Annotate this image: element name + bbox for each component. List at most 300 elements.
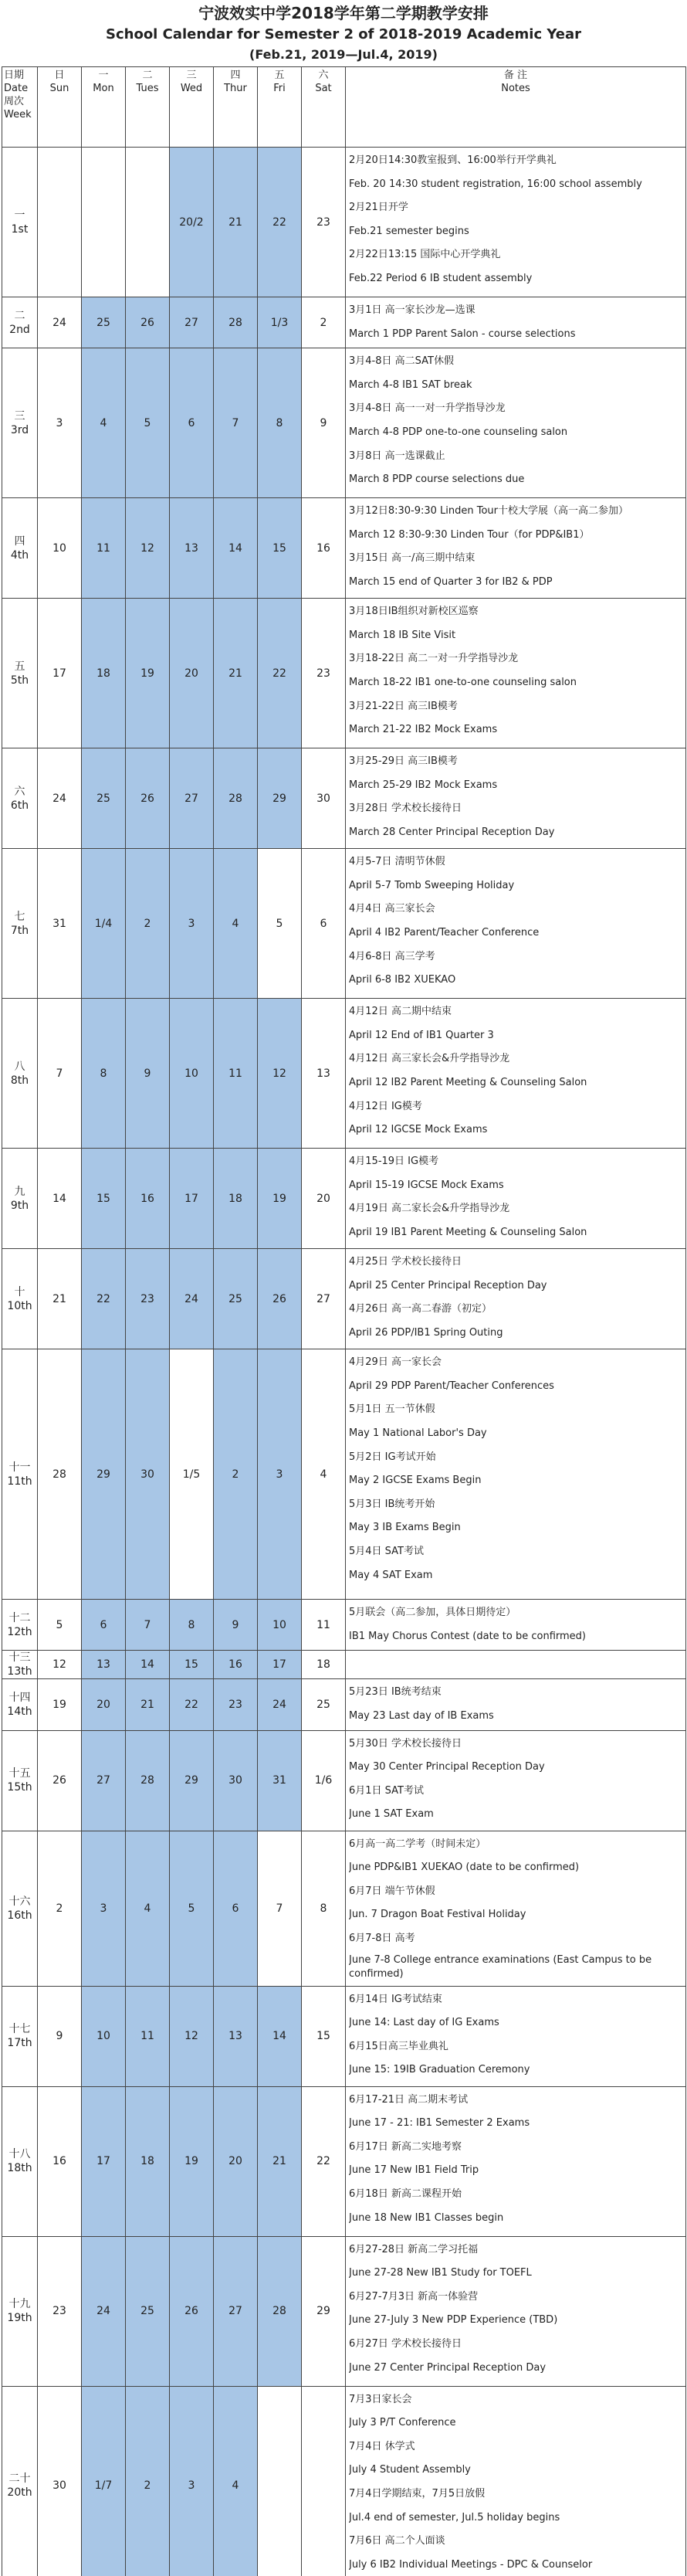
day-cell-sun: 7 — [38, 999, 82, 1149]
week-label — [2, 1249, 38, 1349]
day-cell-thu: 16 — [214, 1651, 258, 1679]
day-cell-tue: 2 — [126, 2386, 170, 2576]
day-cell-thu: 25 — [214, 1249, 258, 1349]
note-line: June 1 SAT Exam — [349, 1808, 434, 1821]
day-cell-sat: 20 — [302, 1149, 346, 1249]
note-line: 3月18-22日 高二一对一升学指导沙龙 — [349, 653, 519, 665]
week-row — [2, 1349, 686, 1600]
week-label-cn: 十三 — [8, 1651, 31, 1665]
notes-cell — [346, 599, 686, 748]
note-line: 3月15日 高一/高三期中结束 — [349, 552, 475, 565]
note-line: Jul.4 end of semester, Jul.5 holiday begins — [349, 2511, 560, 2523]
day-cell-fri: 26 — [258, 1249, 302, 1349]
week-label-en: 7th — [10, 924, 29, 937]
day-cell-sat: 4 — [302, 1349, 346, 1600]
header-notes: 备 注 Notes — [346, 67, 686, 148]
day-cell-tue: 26 — [126, 748, 170, 849]
day-cell-tue: 23 — [126, 1249, 170, 1349]
day-cell-fri: 1/3 — [258, 297, 302, 348]
day-cell-mon: 18 — [82, 599, 126, 748]
day-cell-sat: 15 — [302, 1986, 346, 2086]
note-line: IB1 May Chorus Contest (date to be confirmed) — [349, 1630, 587, 1642]
day-cell-fri: 7 — [258, 1831, 302, 1986]
note-line: Feb.22 Period 6 IB student assembly — [349, 272, 533, 284]
week-row — [2, 1679, 686, 1730]
day-cell-fri: 28 — [258, 2236, 302, 2386]
day-cell-sat: 29 — [302, 2236, 346, 2386]
week-row — [2, 148, 686, 297]
note-line: 4月12日 高三家长会&升学指导沙龙 — [349, 1053, 510, 1065]
week-label-en: 1st — [11, 222, 29, 236]
day-cell-tue: 2 — [126, 849, 170, 999]
day-cell-fri: 14 — [258, 1986, 302, 2086]
note-line: 7月4日 休学式 — [349, 2440, 415, 2452]
week-label — [2, 1149, 38, 1249]
note-line: March 8 PDP course selections due — [349, 473, 525, 486]
day-cell-sun: 2 — [38, 1831, 82, 1986]
note-line: April 4 IB2 Parent/Teacher Conference — [349, 926, 540, 938]
note-line: 3月8日 高一选课截止 — [349, 450, 445, 462]
day-cell-thu: 21 — [214, 599, 258, 748]
notes-cell — [346, 1651, 686, 1679]
day-cell-mon: 1/7 — [82, 2386, 126, 2576]
week-label-en: 2nd — [9, 323, 30, 336]
day-cell-thu: 13 — [214, 1986, 258, 2086]
note-line: June 17 New IB1 Field Trip — [349, 2164, 479, 2177]
day-cell-fri: 10 — [258, 1600, 302, 1651]
note-line: 7月3日家长会 — [349, 2393, 412, 2405]
week-label-en: 6th — [10, 799, 29, 812]
header-row — [2, 67, 686, 148]
day-cell-mon: 25 — [82, 748, 126, 849]
notes-cell — [346, 297, 686, 348]
week-label-en: 12th — [7, 1625, 32, 1638]
day-cell-fri: 19 — [258, 1149, 302, 1249]
week-label-cn: 十二 — [8, 1611, 31, 1624]
note-line: April 6-8 IB2 XUEKAO — [349, 974, 456, 986]
day-cell-sun: 12 — [38, 1651, 82, 1679]
day-cell-sat: 30 — [302, 748, 346, 849]
note-line: 5月23日 IB统考结束 — [349, 1686, 442, 1699]
day-cell-sun: 19 — [38, 1679, 82, 1730]
day-cell-sun: 16 — [38, 2086, 82, 2236]
note-line: 4月5-7日 清明节休假 — [349, 856, 445, 868]
header-tue: 二 Tues — [126, 67, 170, 148]
note-line: March 4-8 IB1 SAT break — [349, 378, 472, 391]
day-cell-wed: 19 — [170, 2086, 214, 2236]
day-cell-sun: 14 — [38, 1149, 82, 1249]
day-cell-mon: 8 — [82, 999, 126, 1149]
day-cell-sun: 31 — [38, 849, 82, 999]
note-line: 6月14日 IG考试结束 — [349, 1993, 442, 2005]
note-line: May 2 IGCSE Exams Begin — [349, 1475, 482, 1487]
week-label-en: 10th — [7, 1299, 32, 1312]
note-line: May 30 Center Principal Reception Day — [349, 1761, 545, 1773]
day-cell-tue: 28 — [126, 1730, 170, 1831]
week-row — [2, 1651, 686, 1679]
day-cell-tue: 18 — [126, 2086, 170, 2236]
week-label — [2, 1831, 38, 1986]
day-cell-mon: 13 — [82, 1651, 126, 1679]
week-label — [2, 498, 38, 599]
day-cell-fri: 5 — [258, 849, 302, 999]
day-cell-sat: 8 — [302, 1831, 346, 1986]
day-cell-mon: 27 — [82, 1730, 126, 1831]
week-row — [2, 999, 686, 1149]
notes-cell — [346, 1679, 686, 1730]
week-label-en: 20th — [7, 2486, 32, 2499]
day-cell-sat: 6 — [302, 849, 346, 999]
week-row — [2, 297, 686, 348]
day-cell-tue: 7 — [126, 1600, 170, 1651]
note-line: June 27-July 3 New PDP Experience (TBD) — [349, 2314, 558, 2327]
day-cell-tue: 26 — [126, 297, 170, 348]
week-label-en: 13th — [7, 1665, 32, 1678]
title-chinese: 宁波效实中学2018学年第二学期教学安排 — [198, 4, 489, 22]
day-cell-mon: 17 — [82, 2086, 126, 2236]
note-line: 5月30日 学术校长接待日 — [349, 1737, 462, 1750]
day-cell-wed: 29 — [170, 1730, 214, 1831]
day-cell-tue: 9 — [126, 999, 170, 1149]
note-line: May 1 National Labor's Day — [349, 1427, 487, 1439]
day-cell-fri: 12 — [258, 999, 302, 1149]
day-cell-thu: 20 — [214, 2086, 258, 2236]
note-line: May 23 Last day of IB Exams — [349, 1709, 494, 1722]
note-line: March 18 IB Site Visit — [349, 629, 456, 641]
notes-cell — [346, 849, 686, 999]
week-label-cn: 十四 — [8, 1691, 31, 1704]
note-line: July 3 P/T Conference — [349, 2417, 456, 2429]
note-line: July 4 Student Assembly — [349, 2464, 471, 2476]
day-cell-wed: 3 — [170, 2386, 214, 2576]
week-row — [2, 348, 686, 498]
day-cell-tue: 19 — [126, 599, 170, 748]
note-line: 7月6日 高二个人面谈 — [349, 2535, 445, 2547]
day-cell-thu: 2 — [214, 1349, 258, 1600]
calendar-table — [2, 66, 686, 2576]
week-label-cn: 四 — [14, 535, 25, 548]
notes-cell — [346, 2086, 686, 2236]
note-line: 2月22日13:15 国际中心开学典礼 — [349, 249, 501, 261]
note-line: June 14: Last day of IG Exams — [349, 2017, 499, 2029]
week-label-en: 16th — [7, 1909, 32, 1922]
note-line: March 12 8:30-9:30 Linden Tour（for PDP&IB1） — [349, 528, 590, 541]
day-cell-sun: 28 — [38, 1349, 82, 1600]
week-label-en: 14th — [7, 1705, 32, 1718]
header-sun: 日 Sun — [38, 67, 82, 148]
week-row — [2, 2086, 686, 2236]
day-cell-wed: 20 — [170, 599, 214, 748]
notes-cell — [346, 148, 686, 297]
note-line: Feb. 20 14:30 student registration, 16:00 school assembly — [349, 178, 642, 190]
note-line: 2月21日开学 — [349, 202, 408, 214]
note-line: 4月29日 高一家长会 — [349, 1356, 442, 1369]
day-cell-mon: 15 — [82, 1149, 126, 1249]
week-label-en: 17th — [7, 2037, 32, 2050]
note-line: May 4 SAT Exam — [349, 1569, 433, 1581]
note-line: 6月27-7月3日 新高一体验营 — [349, 2290, 479, 2303]
day-cell-mon: 29 — [82, 1349, 126, 1600]
note-line: 7月4日学期结束，7月5日放假 — [349, 2487, 486, 2500]
note-line: 4月26日 高一高二春游（初定） — [349, 1303, 492, 1315]
title-english: School Calendar for Semester 2 of 2018-2019 Academic Year — [106, 26, 581, 42]
day-cell-wed: 10 — [170, 999, 214, 1149]
note-line: April 12 IGCSE Mock Exams — [349, 1124, 488, 1136]
note-line: 5月3日 IB统考开始 — [349, 1498, 435, 1510]
note-line: June 18 New IB1 Classes begin — [349, 2211, 504, 2224]
week-label-cn: 十八 — [8, 2148, 31, 2161]
notes-cell — [346, 1249, 686, 1349]
note-line: June 27 Center Principal Reception Day — [349, 2361, 547, 2374]
week-label-en: 18th — [7, 2162, 32, 2175]
note-line: 4月12日 高二期中结束 — [349, 1006, 452, 1018]
day-cell-mon: 4 — [82, 348, 126, 498]
note-line: April 12 IB2 Parent Meeting & Counseling Salon — [349, 1076, 587, 1088]
header-mon: 一 Mon — [82, 67, 126, 148]
day-cell-sun: 26 — [38, 1730, 82, 1831]
day-cell-thu: 9 — [214, 1600, 258, 1651]
day-cell-sat: 16 — [302, 498, 346, 599]
note-line: 3月4-8日 高二SAT休假 — [349, 355, 454, 368]
week-label-cn: 三 — [14, 409, 25, 423]
day-cell-mon — [82, 148, 126, 297]
header-week: 日期 Date 周次 Week — [2, 67, 38, 148]
note-line: April 12 End of IB1 Quarter 3 — [349, 1029, 494, 1041]
week-label — [2, 2386, 38, 2576]
day-cell-sat: 2 — [302, 297, 346, 348]
day-cell-thu: 30 — [214, 1730, 258, 1831]
note-line: 3月12日8:30-9:30 Linden Tour十校大学展（高一高二参加） — [349, 505, 629, 518]
note-line: 2月20日14:30教室报到、16:00举行开学典礼 — [349, 154, 557, 166]
day-cell-wed: 5 — [170, 1831, 214, 1986]
note-line: June 27-28 New IB1 Study for TOEFL — [349, 2267, 532, 2279]
day-cell-sat: 9 — [302, 348, 346, 498]
week-row — [2, 1831, 686, 1986]
day-cell-sun: 30 — [38, 2386, 82, 2576]
week-label-cn: 十九 — [8, 2298, 31, 2311]
day-cell-wed: 24 — [170, 1249, 214, 1349]
day-cell-mon: 25 — [82, 297, 126, 348]
day-cell-sun — [38, 148, 82, 297]
week-label-en: 8th — [10, 1074, 29, 1087]
week-label-en: 3rd — [10, 423, 29, 436]
week-label-cn: 一 — [14, 209, 25, 222]
week-label-cn: 五 — [14, 660, 25, 673]
day-cell-tue: 16 — [126, 1149, 170, 1249]
day-cell-wed: 8 — [170, 1600, 214, 1651]
notes-cell — [346, 1831, 686, 1986]
week-label-cn: 十一 — [8, 1461, 31, 1474]
note-line: April 5-7 Tomb Sweeping Holiday — [349, 879, 515, 891]
day-cell-thu: 28 — [214, 297, 258, 348]
week-label-cn: 六 — [14, 785, 25, 798]
day-cell-tue: 14 — [126, 1651, 170, 1679]
day-cell-fri: 17 — [258, 1651, 302, 1679]
week-label-en: 11th — [7, 1475, 32, 1488]
week-label-cn: 七 — [14, 910, 25, 923]
week-label-cn: 八 — [14, 1060, 25, 1073]
day-cell-wed: 17 — [170, 1149, 214, 1249]
day-cell-thu: 4 — [214, 2386, 258, 2576]
note-line: 6月高一高二学考（时间未定） — [349, 1838, 486, 1850]
week-label — [2, 148, 38, 297]
day-cell-thu: 14 — [214, 498, 258, 599]
notes-cell — [346, 498, 686, 599]
week-row — [2, 1730, 686, 1831]
day-cell-fri: 15 — [258, 498, 302, 599]
day-cell-mon: 11 — [82, 498, 126, 599]
week-label-en: 9th — [10, 1199, 29, 1212]
day-cell-thu: 27 — [214, 2236, 258, 2386]
week-label — [2, 1679, 38, 1730]
note-line: Feb.21 semester begins — [349, 225, 469, 237]
note-line: 6月7日 端午节休假 — [349, 1885, 435, 1897]
day-cell-sat: 13 — [302, 999, 346, 1149]
note-line: 5月4日 SAT考试 — [349, 1545, 424, 1557]
day-cell-wed: 20/2 — [170, 148, 214, 297]
header-sat: 六 Sat — [302, 67, 346, 148]
notes-cell — [346, 1600, 686, 1651]
note-line: 6月18日 新高二课程开始 — [349, 2187, 462, 2200]
note-line: 4月25日 学术校长接待日 — [349, 1256, 462, 1268]
note-line: 4月12日 IG模考 — [349, 1100, 422, 1112]
week-label — [2, 1730, 38, 1831]
note-line: June 15: 19IB Graduation Ceremony — [349, 2064, 530, 2076]
day-cell-fri: 22 — [258, 599, 302, 748]
note-line: June 7-8 College entrance examinations (East Campus to be confirmed) — [349, 1953, 652, 1980]
week-label-cn: 十 — [14, 1285, 25, 1298]
day-cell-thu: 7 — [214, 348, 258, 498]
note-line: March 21-22 IB2 Mock Exams — [349, 724, 498, 736]
day-cell-sat: 18 — [302, 1651, 346, 1679]
week-label — [2, 297, 38, 348]
day-cell-sun: 17 — [38, 599, 82, 748]
notes-cell — [346, 1986, 686, 2086]
day-cell-fri: 8 — [258, 348, 302, 498]
day-cell-wed: 13 — [170, 498, 214, 599]
header-thu: 四 Thur — [214, 67, 258, 148]
week-label — [2, 1349, 38, 1600]
note-line: 4月6-8日 高三学考 — [349, 950, 435, 962]
week-row — [2, 1249, 686, 1349]
note-line: 6月15日高三毕业典礼 — [349, 2040, 448, 2052]
day-cell-sat: 25 — [302, 1679, 346, 1730]
day-cell-tue: 11 — [126, 1986, 170, 2086]
day-cell-sat: 1/6 — [302, 1730, 346, 1831]
week-row — [2, 1149, 686, 1249]
week-label-cn: 二 — [14, 309, 25, 322]
note-line: 3月21-22日 高三IB模考 — [349, 700, 458, 712]
note-line: 5月2日 IG考试开始 — [349, 1451, 436, 1463]
week-label — [2, 2086, 38, 2236]
day-cell-wed: 22 — [170, 1679, 214, 1730]
date-range: (Feb.21, 2019—Jul.4, 2019) — [249, 47, 438, 62]
day-cell-wed: 3 — [170, 849, 214, 999]
note-line: 6月17日 新高二实地考察 — [349, 2140, 462, 2153]
note-line: May 3 IB Exams Begin — [349, 1522, 461, 1534]
day-cell-sat: 11 — [302, 1600, 346, 1651]
day-cell-tue: 30 — [126, 1349, 170, 1600]
week-label — [2, 1651, 38, 1679]
week-label — [2, 999, 38, 1149]
day-cell-sat: 23 — [302, 599, 346, 748]
day-cell-wed: 27 — [170, 748, 214, 849]
day-cell-thu: 23 — [214, 1679, 258, 1730]
notes-cell — [346, 748, 686, 849]
day-cell-fri: 22 — [258, 148, 302, 297]
notes-cell — [346, 2386, 686, 2576]
week-label-en: 4th — [10, 548, 29, 562]
week-row — [2, 2236, 686, 2386]
day-cell-tue — [126, 148, 170, 297]
note-line: March 4-8 PDP one-to-one counseling salon — [349, 426, 568, 438]
note-line: 6月7-8日 高考 — [349, 1932, 415, 1944]
note-line: March 28 Center Principal Reception Day — [349, 826, 555, 838]
day-cell-sun: 10 — [38, 498, 82, 599]
note-line: June 17 - 21: IB1 Semester 2 Exams — [349, 2117, 530, 2130]
week-label — [2, 599, 38, 748]
week-label-cn: 十七 — [8, 2023, 31, 2036]
day-cell-sun: 5 — [38, 1600, 82, 1651]
header-fri: 五 Fri — [258, 67, 302, 148]
note-line: April 26 PDP/IB1 Spring Outing — [349, 1326, 503, 1339]
note-line: March 1 PDP Parent Salon - course selections — [349, 328, 576, 340]
day-cell-sat — [302, 2386, 346, 2576]
week-label-en: 5th — [10, 674, 29, 687]
day-cell-mon: 3 — [82, 1831, 126, 1986]
day-cell-tue: 5 — [126, 348, 170, 498]
day-cell-thu: 4 — [214, 849, 258, 999]
note-line: 3月4-8日 高一一对一升学指导沙龙 — [349, 402, 506, 415]
day-cell-thu: 6 — [214, 1831, 258, 1986]
note-line: 3月1日 高一家长沙龙—选课 — [349, 304, 475, 316]
day-cell-tue: 4 — [126, 1831, 170, 1986]
week-row — [2, 498, 686, 599]
note-line: 6月17-21日 高二期末考试 — [349, 2093, 469, 2106]
week-row — [2, 1600, 686, 1651]
note-line: 4月4日 高三家长会 — [349, 903, 435, 915]
day-cell-sun: 9 — [38, 1986, 82, 2086]
note-line: March 15 end of Quarter 3 for IB2 & PDP — [349, 575, 553, 588]
week-row — [2, 849, 686, 999]
day-cell-sat: 22 — [302, 2086, 346, 2236]
header-wed: 三 Wed — [170, 67, 214, 148]
note-line: Jun. 7 Dragon Boat Festival Holiday — [349, 1909, 526, 1921]
week-label-cn: 十五 — [8, 1767, 31, 1780]
week-row — [2, 1986, 686, 2086]
notes-cell — [346, 1149, 686, 1249]
day-cell-wed: 15 — [170, 1651, 214, 1679]
day-cell-fri: 3 — [258, 1349, 302, 1600]
day-cell-mon: 6 — [82, 1600, 126, 1651]
day-cell-mon: 24 — [82, 2236, 126, 2386]
week-label-en: 19th — [7, 2312, 32, 2325]
day-cell-thu: 11 — [214, 999, 258, 1149]
day-cell-wed: 1/5 — [170, 1349, 214, 1600]
week-label — [2, 1986, 38, 2086]
day-cell-thu: 18 — [214, 1149, 258, 1249]
note-line: 3月25-29日 高三IB模考 — [349, 755, 458, 768]
notes-cell — [346, 1349, 686, 1600]
note-line: April 15-19 IGCSE Mock Exams — [349, 1179, 504, 1191]
notes-cell — [346, 2236, 686, 2386]
note-line: April 25 Center Principal Reception Day — [349, 1279, 547, 1291]
note-line: 6月27-28日 新高二学习托福 — [349, 2243, 479, 2255]
day-cell-wed: 12 — [170, 1986, 214, 2086]
week-label — [2, 348, 38, 498]
note-line: March 25-29 IB2 Mock Exams — [349, 779, 498, 791]
note-line: 4月19日 高二家长会&升学指导沙龙 — [349, 1203, 510, 1215]
